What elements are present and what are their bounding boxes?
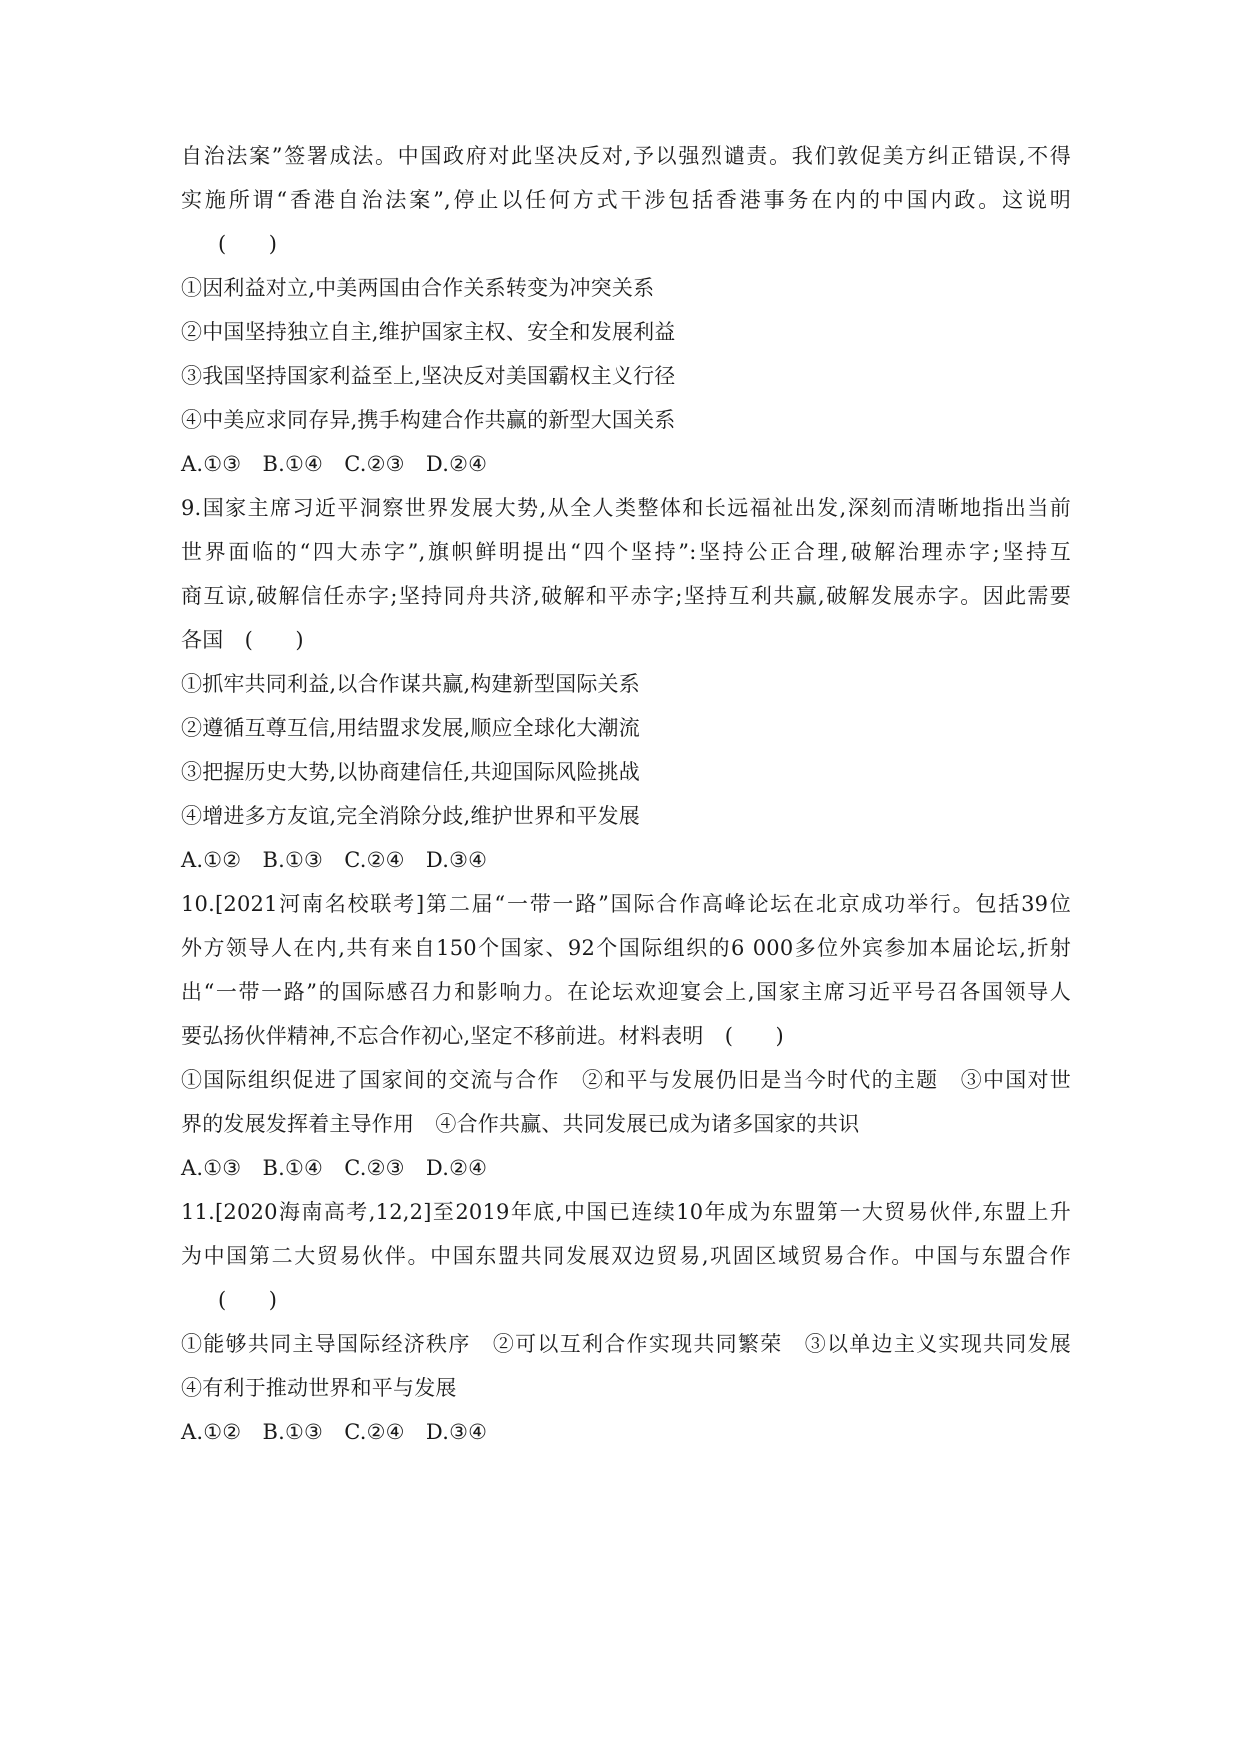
q11-options-line-2: ④有利于推动世界和平与发展 [181, 1376, 457, 1400]
q10-stem-line-3: 出“一带一路”的国际感召力和影响力。在论坛欢迎宴会上,国家主席习近平号召各国领导人 [181, 980, 1071, 1004]
q10-answer-choices: A.①③ B.①④ C.②③ D.②④ [181, 1156, 488, 1180]
q9-stem-line-4: 各国 ( ) [181, 628, 304, 652]
q11-stem-line-2: 为中国第二大贸易伙伴。中国东盟共同发展双边贸易,巩固区域贸易合作。中国与东盟合作 [181, 1244, 1071, 1268]
q11-answer-choices: A.①② B.①③ C.②④ D.③④ [181, 1420, 488, 1444]
q11-options-line-1: ①能够共同主导国际经济秩序 ②可以互利合作实现共同繁荣 ③以单边主义实现共同发展 [181, 1332, 1071, 1356]
q10-stem-line-1: 10.[2021河南名校联考]第二届“一带一路”国际合作高峰论坛在北京成功举行。包括39位 [181, 892, 1071, 916]
q9-option-1: ①抓牢共同利益,以合作谋共赢,构建新型国际关系 [181, 672, 640, 696]
q10-stem-line-2: 外方领导人在内,共有来自150个国家、92个国际组织的6 000多位外宾参加本届论坛,折射 [181, 936, 1071, 960]
q9-stem-line-3: 商互谅,破解信任赤字;坚持同舟共济,破解和平赤字;坚持互利共赢,破解发展赤字。因此需要 [181, 584, 1071, 608]
q9-option-4: ④增进多方友谊,完全消除分歧,维护世界和平发展 [181, 804, 640, 828]
q9-answer-choices: A.①② B.①③ C.②④ D.③④ [181, 848, 488, 872]
q11-answer-paren: ( ) [218, 1288, 278, 1312]
q8-answer-choices: A.①③ B.①④ C.②③ D.②④ [181, 452, 488, 476]
q10-options-line-2: 界的发展发挥着主导作用 ④合作共赢、共同发展已成为诸多国家的共识 [181, 1112, 860, 1136]
q9-stem-line-2: 世界面临的“四大赤字”,旗帜鲜明提出“四个坚持”:坚持公正合理,破解治理赤字;坚持互 [181, 540, 1071, 564]
q8-stem-line-2: 实施所谓“香港自治法案”,停止以任何方式干涉包括香港事务在内的中国内政。这说明 [181, 188, 1071, 212]
q8-option-2: ②中国坚持独立自主,维护国家主权、安全和发展利益 [181, 320, 676, 344]
q8-answer-paren: ( ) [218, 232, 278, 256]
q9-option-2: ②遵循互尊互信,用结盟求发展,顺应全球化大潮流 [181, 716, 640, 740]
q10-stem-line-4: 要弘扬伙伴精神,不忘合作初心,坚定不移前进。材料表明 ( ) [181, 1024, 784, 1048]
q8-option-1: ①因利益对立,中美两国由合作关系转变为冲突关系 [181, 276, 655, 300]
q8-option-3: ③我国坚持国家利益至上,坚决反对美国霸权主义行径 [181, 364, 676, 388]
q8-stem-line-1: 自治法案”签署成法。中国政府对此坚决反对,予以强烈谴责。我们敦促美方纠正错误,不得 [181, 144, 1071, 168]
q9-stem-line-1: 9.国家主席习近平洞察世界发展大势,从全人类整体和长远福祉出发,深刻而清晰地指出当前 [181, 496, 1071, 520]
q9-option-3: ③把握历史大势,以协商建信任,共迎国际风险挑战 [181, 760, 640, 784]
q8-option-4: ④中美应求同存异,携手构建合作共赢的新型大国关系 [181, 408, 676, 432]
q11-stem-line-1: 11.[2020海南高考,12,2]至2019年底,中国已连续10年成为东盟第一大贸易伙伴,东盟上升 [181, 1200, 1071, 1224]
q10-options-line-1: ①国际组织促进了国家间的交流与合作 ②和平与发展仍旧是当今时代的主题 ③中国对世 [181, 1068, 1071, 1092]
